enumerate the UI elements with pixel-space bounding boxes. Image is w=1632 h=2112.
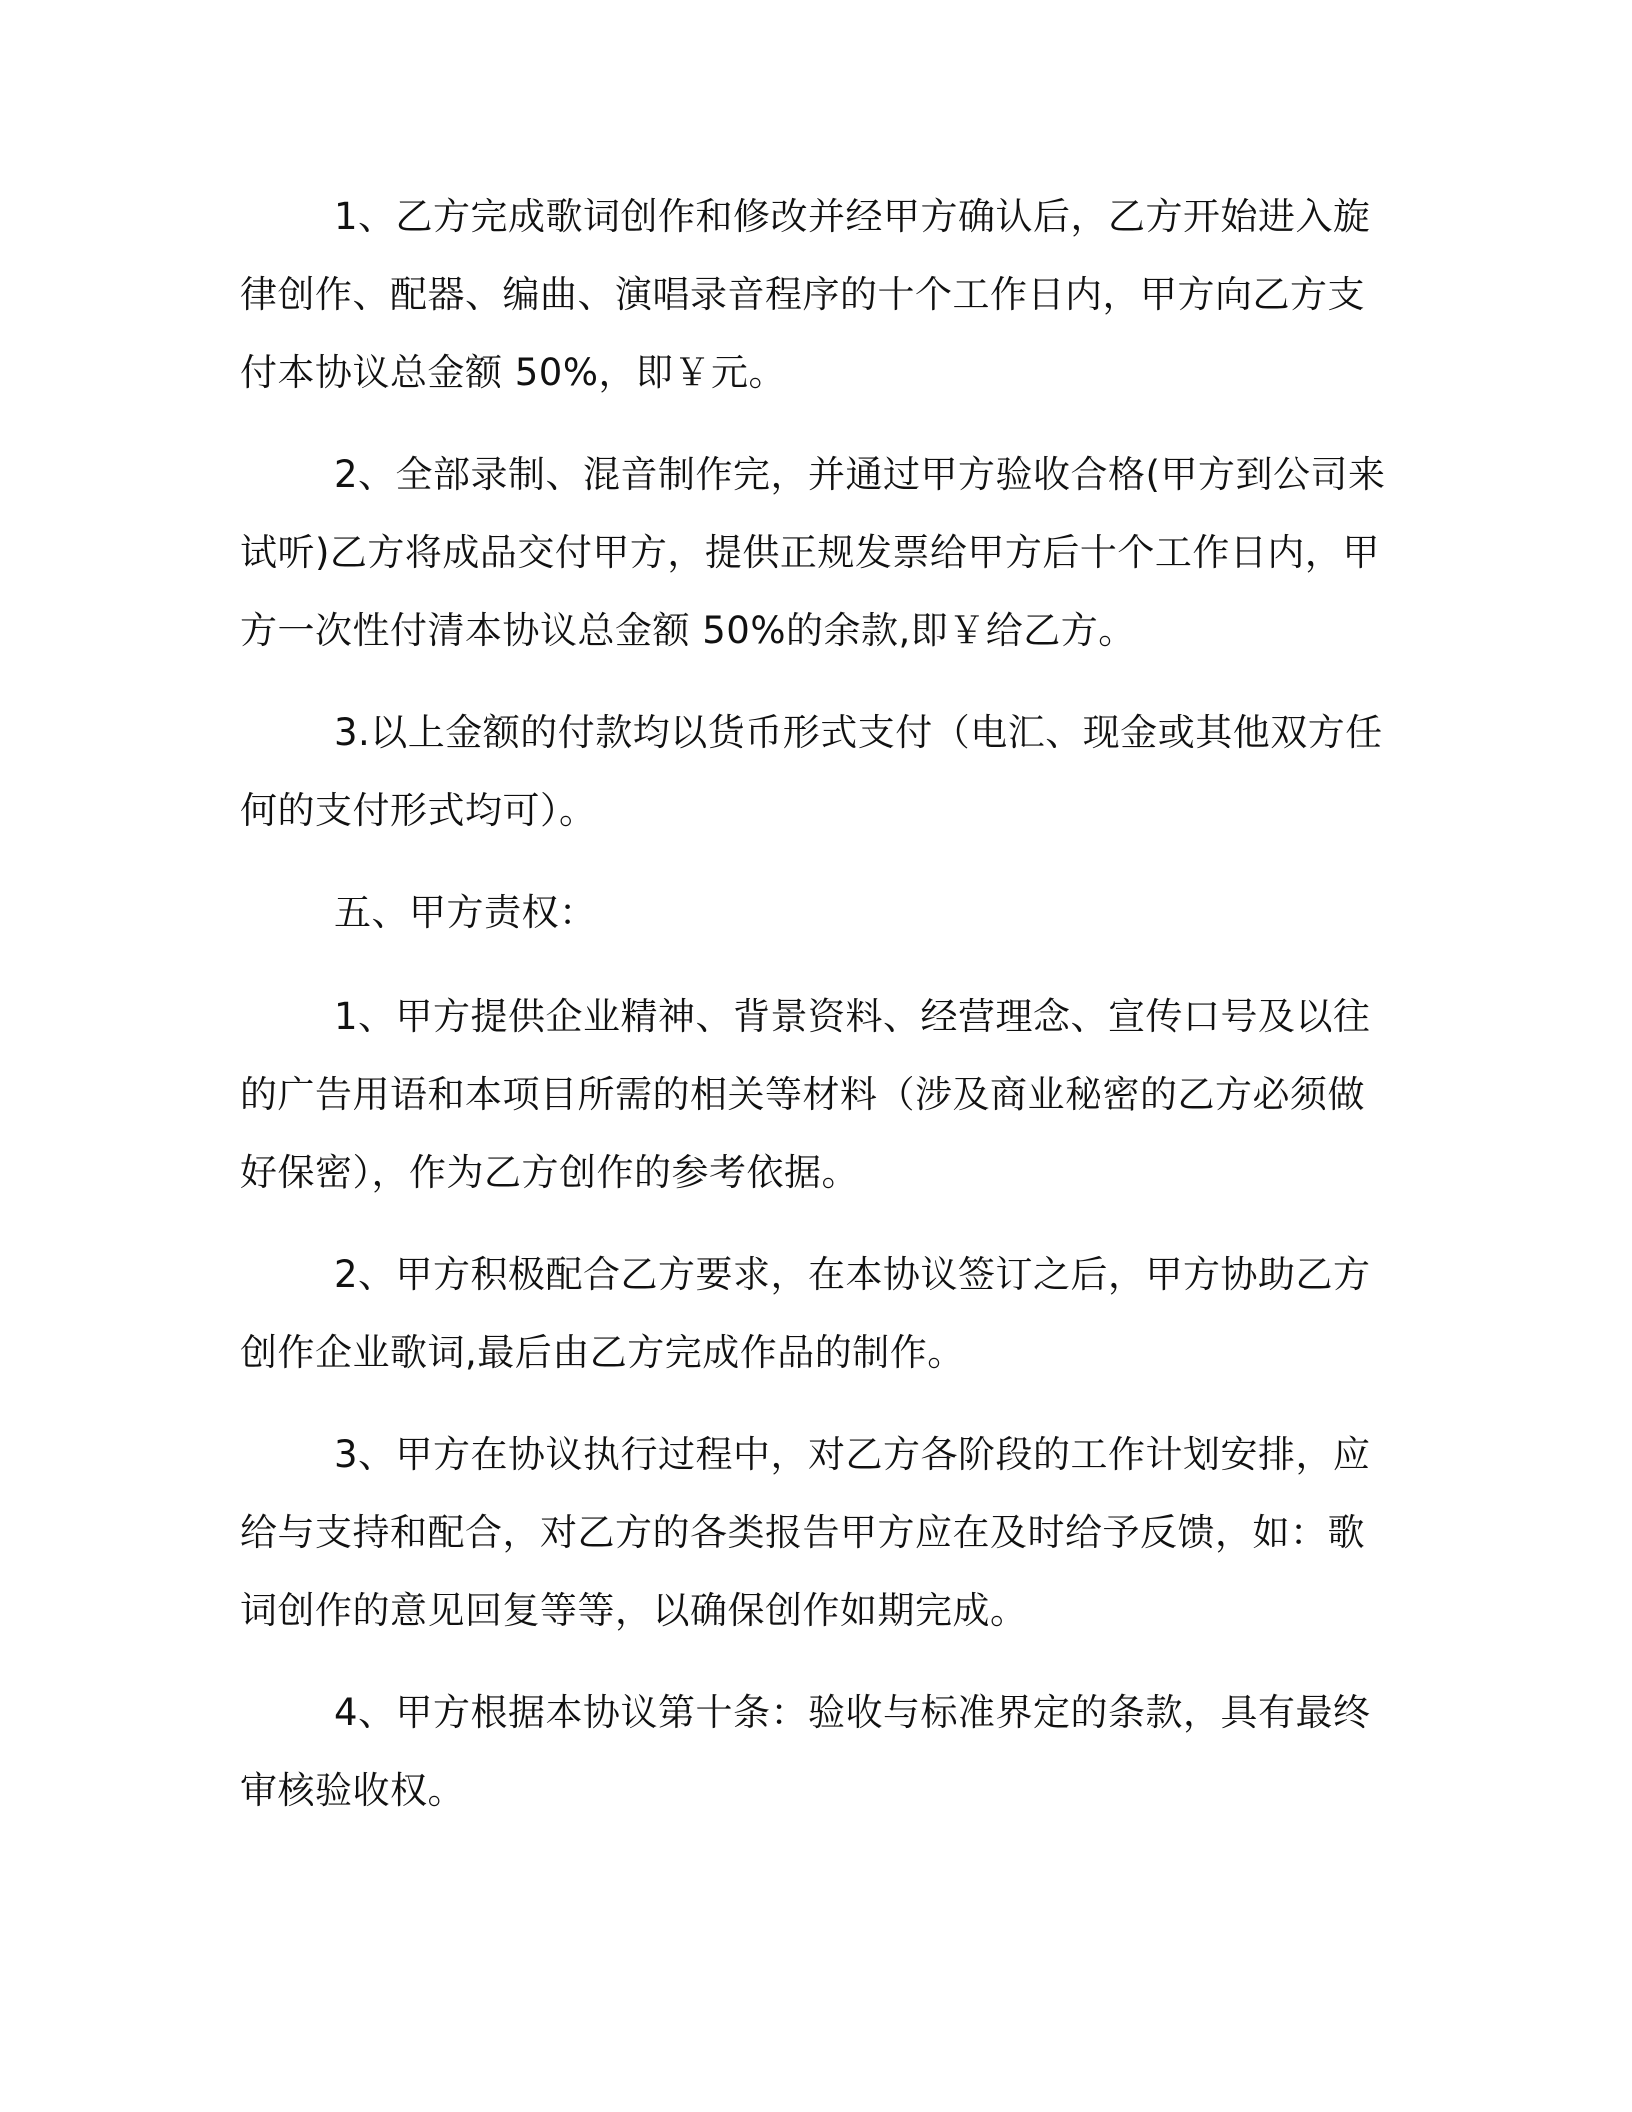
paragraph-line: 何的支付形式均可）。 (240, 789, 597, 832)
paragraph-line: 好保密），作为乙方创作的参考依据。 (240, 1151, 859, 1194)
paragraph-line: 方一次性付清本协议总金额 50%的余款,即￥给乙方。 (240, 609, 1136, 652)
paragraph-duty-4 (240, 1674, 1390, 1830)
paragraph-line: 试听)乙方将成品交付甲方，提供正规发票给甲方后十个工作日内，甲 (240, 531, 1380, 574)
paragraph-line: 4、甲方根据本协议第十条：验收与标准界定的条款，具有最终 (334, 1691, 1371, 1734)
paragraph-duty-1 (240, 978, 1390, 1212)
paragraph-line: 2、甲方积极配合乙方要求，在本协议签订之后，甲方协助乙方 (334, 1253, 1371, 1296)
paragraph-payment-3 (240, 694, 1390, 850)
paragraph-line: 给与支持和配合，对乙方的各类报告甲方应在及时给予反馈，如：歌 (240, 1511, 1365, 1554)
paragraph-line: 词创作的意见回复等等，以确保创作如期完成。 (240, 1589, 1028, 1632)
paragraph-line: 3、甲方在协议执行过程中，对乙方各阶段的工作计划安排，应 (334, 1433, 1371, 1476)
paragraph-duty-3 (240, 1416, 1390, 1650)
paragraph-line: 付本协议总金额 50%，即￥元。 (240, 351, 786, 394)
paragraph-line: 2、全部录制、混音制作完，并通过甲方验收合格(甲方到公司来 (334, 453, 1386, 496)
paragraph-line: 1、甲方提供企业精神、背景资料、经营理念、宣传口号及以往 (334, 995, 1371, 1038)
paragraph-payment-2 (240, 436, 1390, 670)
paragraph-line: 3.以上金额的付款均以货币形式支付（电汇、现金或其他双方任 (334, 711, 1383, 754)
paragraph-line: 律创作、配器、编曲、演唱录音程序的十个工作日内，甲方向乙方支 (240, 273, 1365, 316)
section-heading (240, 874, 1390, 952)
paragraph-line: 创作企业歌词,最后由乙方完成作品的制作。 (240, 1331, 965, 1374)
paragraph-duty-2 (240, 1236, 1390, 1392)
paragraph-payment-1 (240, 178, 1390, 412)
heading-line: 五、甲方责权： (334, 891, 597, 934)
paragraph-line: 的广告用语和本项目所需的相关等材料（涉及商业秘密的乙方必须做 (240, 1073, 1365, 1116)
paragraph-line: 1、乙方完成歌词创作和修改并经甲方确认后，乙方开始进入旋 (334, 195, 1371, 238)
paragraph-line: 审核验收权。 (240, 1769, 465, 1812)
